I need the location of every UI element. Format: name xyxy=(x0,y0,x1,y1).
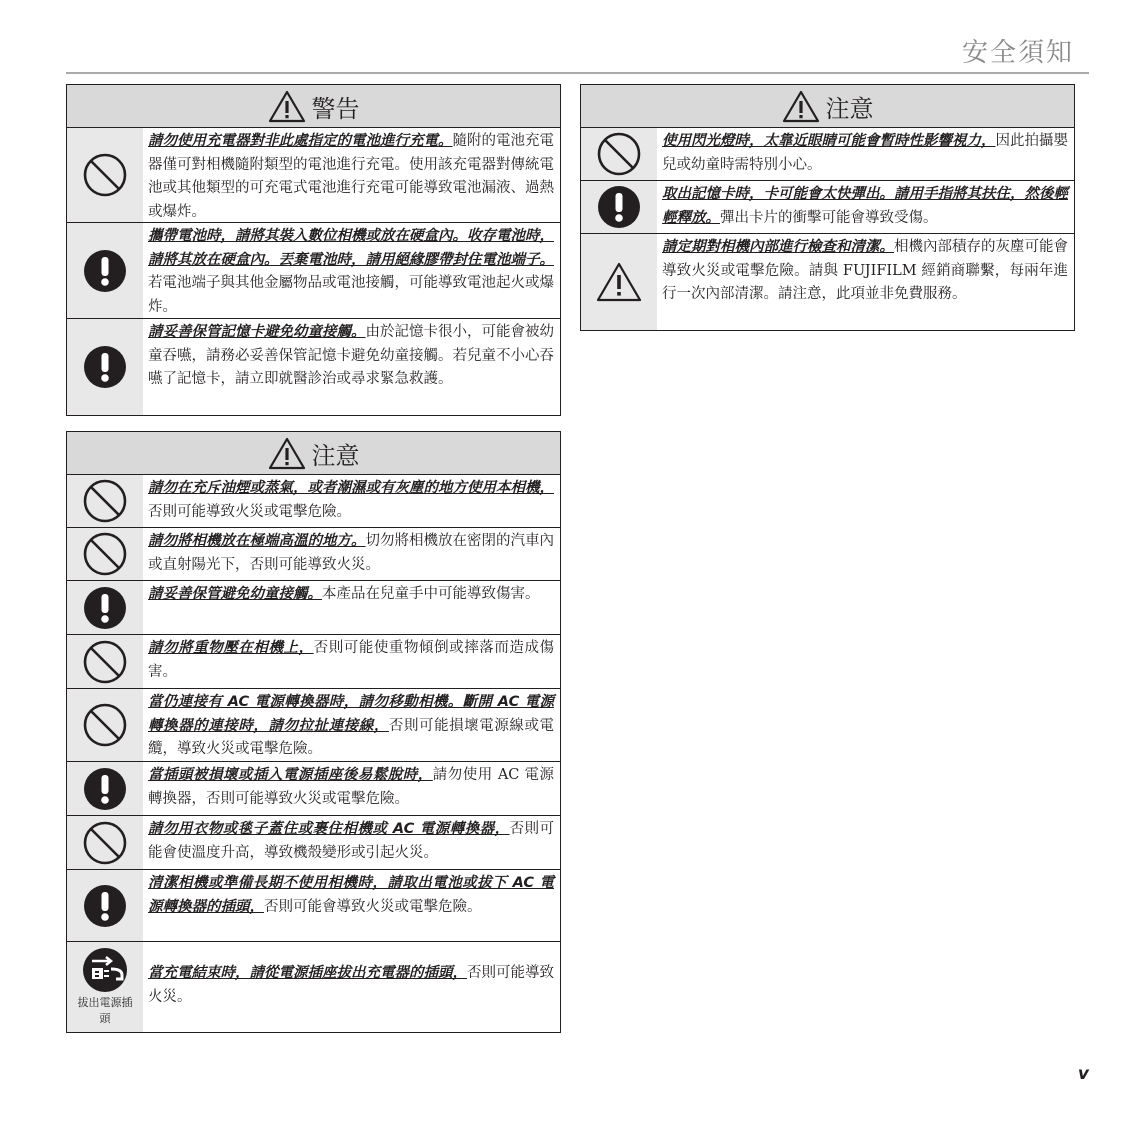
icon-cell xyxy=(67,762,143,815)
icon-cell xyxy=(67,475,143,527)
warning-body: 隨附的電池充電器僅可對相機隨附類型的電池進行充電。使用該充電器對傳統電池或其他類型的可充電式電池進行充電可能導致電池漏液、過熱或爆炸。 xyxy=(148,133,554,220)
warning-body: 若電池端子與其他金屬物品或電池接觸，可能導致電池起火或爆炸。 xyxy=(148,275,554,315)
caution-text xyxy=(143,870,560,941)
mandatory-icon xyxy=(83,586,127,630)
caution-row xyxy=(67,475,560,528)
caution-text xyxy=(657,181,1074,233)
caution-row xyxy=(67,870,560,942)
caution-emphasis: 當充電結束時，請從電源插座拔出充電器的插頭， xyxy=(148,965,467,981)
icon-cell xyxy=(581,234,657,330)
caution-body: 否則可能會導致火災或電擊危險。 xyxy=(264,898,482,915)
caution-emphasis: 當插頭被損壞或插入電源插座後易鬆脫時， xyxy=(148,767,433,783)
caution-text xyxy=(657,234,1074,330)
caution-body: 請勿使用 AC 電源轉換器，否則可能導致火災或電擊危險。 xyxy=(148,767,554,807)
caution-body: 彈出卡片的衝擊可能會導致受傷。 xyxy=(720,209,938,226)
caution-text xyxy=(143,581,560,634)
page-title: 安全須知 xyxy=(961,38,1074,68)
icon-cell xyxy=(67,319,143,415)
caution-emphasis: 請定期對相機內部進行檢查和清潔。 xyxy=(662,239,894,255)
caution-row xyxy=(67,762,560,816)
caution-triangle-icon xyxy=(782,90,820,123)
warning-row xyxy=(67,319,560,415)
caution-row xyxy=(67,689,560,762)
page-number: v xyxy=(1077,1064,1089,1084)
caution-body: 否則可能會使溫度升高，導致機殼變形或引起火災。 xyxy=(148,821,554,861)
prohibited-icon xyxy=(82,820,128,866)
warning-box-title: 警告 xyxy=(311,94,360,123)
caution-body: 相機內部積存的灰塵可能會導致火災或電擊危險。請與 FUJIFILM 經銷商聯繫，每兩年進行一次內部清潔。請注意，此項並非免費服務。 xyxy=(662,239,1068,302)
caution-body: 否則可能使重物傾倒或摔落而造成傷害。 xyxy=(148,640,555,680)
warning-text xyxy=(143,128,560,222)
caution-body: 否則可能導致火災。 xyxy=(148,965,554,1005)
caution-row xyxy=(67,528,560,581)
warning-row xyxy=(67,223,560,319)
warning-box xyxy=(66,84,561,416)
prohibited-icon xyxy=(82,478,128,524)
caution-row xyxy=(67,816,560,870)
unplug-caption: 拔出電源插頭 xyxy=(77,996,133,1025)
mandatory-icon xyxy=(83,345,127,389)
caution-row xyxy=(581,181,1074,234)
title-divider xyxy=(66,72,1089,74)
warning-emphasis: 請勿使用充電器對非此處指定的電池進行充電。 xyxy=(148,133,453,149)
caution-box-header xyxy=(67,432,560,475)
caution-emphasis: 請勿用衣物或毯子蓋住或裹住相機或 AC 電源轉換器， xyxy=(148,821,510,837)
icon-cell xyxy=(67,689,143,761)
caution-emphasis: 請勿將重物壓在相機上， xyxy=(148,640,314,656)
warning-box-header xyxy=(67,85,560,128)
caution-text xyxy=(657,128,1074,180)
icon-cell xyxy=(67,528,143,580)
warning-emphasis: 攜帶電池時，請將其裝入數位相機或放在硬盒內。收存電池時，請將其放在硬盒內。丟棄電池時，請用絕緣膠帶封住電池端子。 xyxy=(148,228,554,268)
caution-row xyxy=(67,942,560,1032)
icon-cell xyxy=(581,128,657,180)
caution-emphasis: 使用閃光燈時，太靠近眼睛可能會暫時性影響視力， xyxy=(662,133,996,149)
icon-cell xyxy=(67,635,143,688)
caution-body: 因此拍攝嬰兒或幼童時需特別小心。 xyxy=(662,133,1068,173)
caution-emphasis: 取出記憶卡時，卡可能會太快彈出。請用手指將其扶住，然後輕輕釋放。 xyxy=(662,186,1068,226)
mandatory-icon xyxy=(83,249,127,293)
unplug-icon xyxy=(82,947,128,993)
caution-emphasis: 請勿將相機放在極端高溫的地方。 xyxy=(148,533,366,549)
icon-cell xyxy=(67,223,143,318)
prohibited-icon xyxy=(82,531,128,577)
icon-cell xyxy=(67,816,143,869)
mandatory-icon xyxy=(83,884,127,928)
caution-body: 否則可能損壞電源線或電纜，導致火災或電擊危險。 xyxy=(148,717,554,757)
warning-row xyxy=(67,128,560,223)
icon-cell xyxy=(67,942,143,1032)
icon-cell xyxy=(67,128,143,222)
caution-text xyxy=(143,635,560,688)
caution-body: 切勿將相機放在密閉的汽車內或直射陽光下，否則可能導致火災。 xyxy=(148,533,554,573)
mandatory-icon xyxy=(597,185,641,229)
warning-body: 由於記憶卡很小，可能會被幼童吞嚥，請務必妥善保管記憶卡避免幼童接觸。若兒童不小心吞嚥了記憶卡，請立即就醫診治或尋求緊急救護。 xyxy=(148,324,554,387)
caution-text xyxy=(143,528,560,580)
caution-emphasis: 請妥善保管避免幼童接觸。 xyxy=(148,586,322,602)
caution-row xyxy=(581,234,1074,330)
caution-row xyxy=(67,581,560,635)
caution-icon xyxy=(596,262,642,302)
prohibited-icon xyxy=(596,131,642,177)
icon-cell xyxy=(67,870,143,941)
caution-box-title: 注意 xyxy=(825,94,874,123)
warning-triangle-icon xyxy=(268,90,306,123)
prohibited-icon xyxy=(82,702,128,748)
prohibited-icon xyxy=(82,639,128,685)
caution-row xyxy=(67,635,560,689)
caution-row xyxy=(581,128,1074,181)
caution-triangle-icon xyxy=(268,437,306,470)
caution-emphasis: 請勿在充斥油煙或蒸氣，或者潮濕或有灰塵的地方使用本相機， xyxy=(148,480,554,496)
icon-cell xyxy=(581,181,657,233)
warning-text xyxy=(143,319,560,415)
prohibited-icon xyxy=(82,152,128,198)
caution-text xyxy=(143,689,560,761)
icon-cell xyxy=(67,581,143,634)
caution-box-right xyxy=(580,84,1075,331)
caution-body: 否則可能導致火災或電擊危險。 xyxy=(148,503,351,520)
mandatory-icon xyxy=(83,767,127,811)
warning-emphasis: 請妥善保管記憶卡避免幼童接觸。 xyxy=(148,324,366,340)
caution-text xyxy=(143,942,560,1032)
caution-text xyxy=(143,762,560,815)
caution-emphasis: 清潔相機或準備長期不使用相機時，請取出電池或拔下 AC 電源轉換器的插頭， xyxy=(148,875,554,915)
caution-text xyxy=(143,816,560,869)
caution-box-header xyxy=(581,85,1074,128)
warning-text xyxy=(143,223,560,318)
caution-emphasis: 當仍連接有 AC 電源轉換器時，請勿移動相機。斷開 AC 電源轉換器的連接時，請勿拉扯連接線， xyxy=(148,694,554,734)
caution-box-title: 注意 xyxy=(311,441,360,470)
caution-box-left xyxy=(66,431,561,1033)
caution-body: 本產品在兒童手中可能導致傷害。 xyxy=(322,586,540,602)
caution-text xyxy=(143,475,560,527)
